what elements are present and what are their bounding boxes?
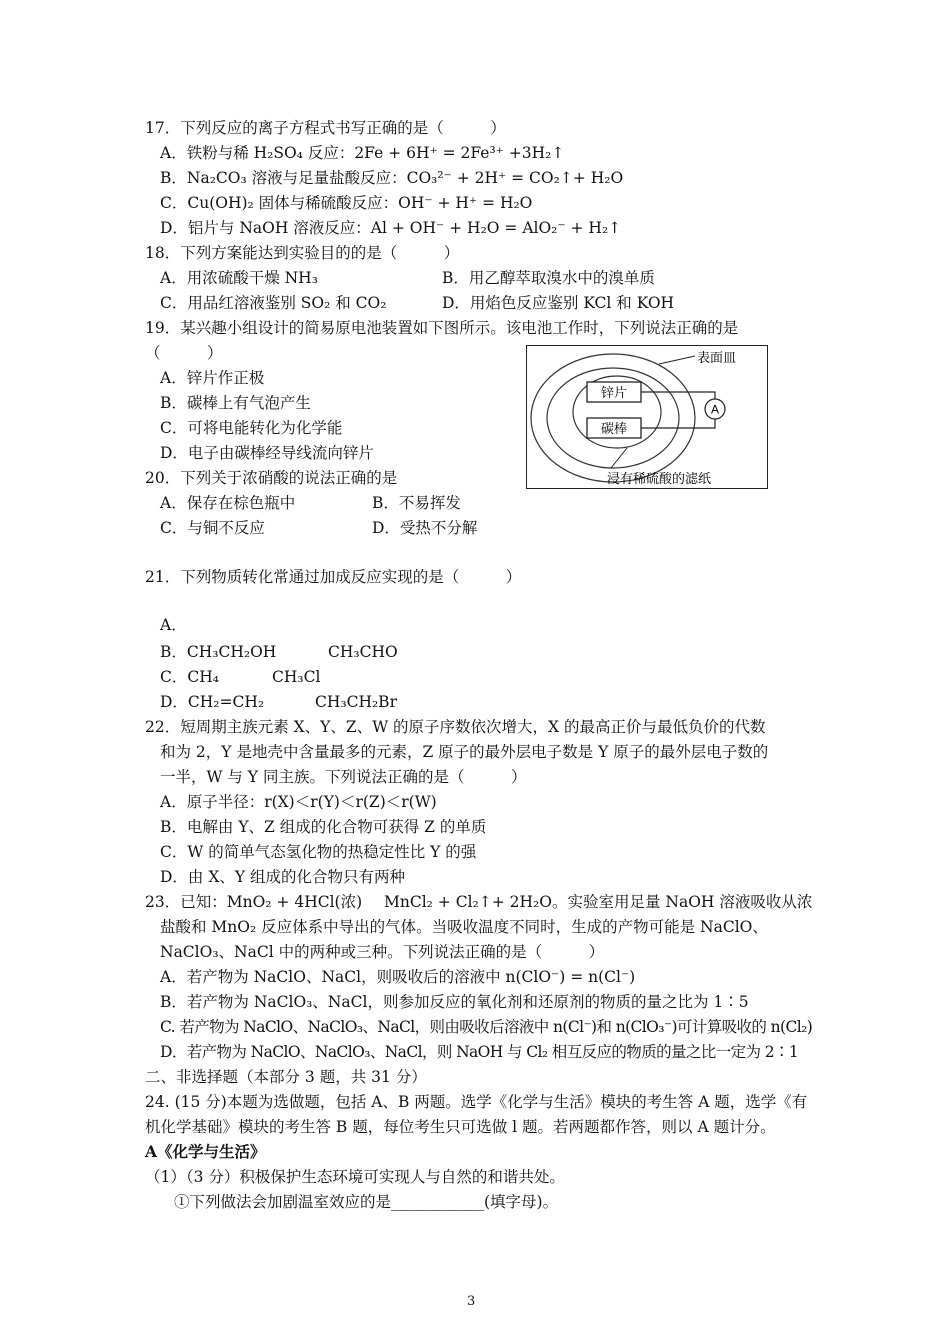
option-19b: B．碳棒上有气泡产生 xyxy=(160,394,311,412)
option-18c: C．用品红溶液鉴别 SO₂ 和 CO₂ xyxy=(160,294,387,312)
filter-paper-label: 浸有稀硫酸的滤纸 xyxy=(607,472,712,487)
carbon-label: 碳棒 xyxy=(600,422,628,437)
option-19c: C．可将电能转化为化学能 xyxy=(160,419,343,437)
question-22-line3: 一半，W 与 Y 同主族。下列说法正确的是（ ） xyxy=(160,768,527,786)
option-21c-product: CH₃Cl xyxy=(272,668,321,686)
question-19: 19．某兴趣小组设计的简易原电池装置如下图所示。该电池工作时，下列说法正确的是 xyxy=(145,319,739,337)
option-18b: B．用乙醇萃取溴水中的溴单质 xyxy=(442,269,655,287)
option-23b: B．若产物为 NaClO₃、NaCl，则参加反应的氧化剂和还原剂的物质的量之比为 1∶5 xyxy=(160,993,749,1011)
question-18: 18．下列方案能达到实验目的的是（ ） xyxy=(145,244,460,262)
option-20d: D．受热不分解 xyxy=(372,519,478,537)
option-21d-reactant: D．CH₂=CH₂ xyxy=(160,693,265,711)
option-21d-product: CH₃CH₂Br xyxy=(315,693,397,711)
option-18d: D．用焰色反应鉴别 KCl 和 KOH xyxy=(442,294,675,312)
option-20c: C．与铜不反应 xyxy=(160,519,265,537)
watch-glass-label: 表面皿 xyxy=(697,351,737,366)
question-23-line1-right: MnCl₂ + Cl₂↑+ 2H₂O。实验室用足量 NaOH 溶液吸收从浓 xyxy=(384,893,813,911)
option-20b: B．不易挥发 xyxy=(372,494,461,512)
option-21c-reactant: C．CH₄ xyxy=(160,668,219,686)
question-23-line2: 盐酸和 MnO₂ 反应体系中导出的气体。当吸收温度不同时，生成的产物可能是 NaClO、 xyxy=(160,918,768,936)
zinc-label: 锌片 xyxy=(600,386,628,401)
option-23c: C. 若产物为 NaClO、NaClO₃、NaCl，则由吸收后溶液中 n(Cl⁻)和 n(ClO₃⁻)可计算吸收的 n(Cl₂) xyxy=(160,1018,813,1036)
question-23-line1-left: 23．已知：MnO₂ + 4HCl(浓) xyxy=(145,893,363,911)
page-number: 3 xyxy=(467,1294,476,1309)
ammeter-label: A xyxy=(710,402,720,417)
option-18a: A．用浓硫酸干燥 NH₃ xyxy=(160,269,318,287)
leader-top xyxy=(659,356,695,364)
galvanic-cell-diagram xyxy=(526,345,768,489)
option-23d: D．若产物为 NaClO、NaClO₃、NaCl，则 NaOH 与 Cl₂ 相互反应的物质的量之比一定为 2∶1 xyxy=(160,1043,799,1061)
question-24-1: （1）（3 分）积极保护生态环境可实现人与自然的和谐共处。 xyxy=(145,1168,565,1186)
option-19d: D．电子由碳棒经导线流向锌片 xyxy=(160,444,374,462)
question-20: 20．下列关于浓硝酸的说法正确的是 xyxy=(145,469,398,487)
section-2-heading: 二、非选择题（本部分 3 题，共 31 分） xyxy=(145,1068,427,1086)
option-21b-reactant: B．CH₃CH₂OH xyxy=(160,643,277,661)
option-21b-product: CH₃CHO xyxy=(328,643,398,661)
option-21a: A． xyxy=(160,616,187,634)
leader-bottom xyxy=(611,448,627,468)
question-24-1-sub1: ①下列做法会加剧温室效应的是____________(填字母)。 xyxy=(174,1193,559,1211)
option-22d: D．由 X、Y 组成的化合物只有两种 xyxy=(160,868,406,886)
option-22c: C．W 的简单气态氢化物的热稳定性比 Y 的强 xyxy=(160,843,477,861)
option-19a: A．锌片作正极 xyxy=(160,369,265,387)
wire-zinc xyxy=(641,392,715,399)
option-22b: B．电解由 Y、Z 组成的化合物可获得 Z 的单质 xyxy=(160,818,487,836)
question-24-part-a-title: A《化学与生活》 xyxy=(145,1142,266,1161)
cell-diagram-svg xyxy=(527,346,767,488)
option-22a: A．原子半径：r(X)＜r(Y)＜r(Z)＜r(W) xyxy=(160,793,437,811)
option-17a: A．铁粉与稀 H₂SO₄ 反应：2Fe + 6H⁺ = 2Fe³⁺ +3H₂↑ xyxy=(160,144,565,162)
question-19-paren: （ ） xyxy=(145,344,223,362)
question-22-line1: 22．短周期主族元素 X、Y、Z、W 的原子序数依次增大，X 的最高正价与最低负价的代数 xyxy=(145,718,766,736)
option-23a: A．若产物为 NaClO、NaCl，则吸收后的溶液中 n(ClO⁻) = n(Cl⁻) xyxy=(160,968,636,986)
option-17c: C．Cu(OH)₂ 固体与稀硫酸反应：OH⁻ + H⁺ = H₂O xyxy=(160,194,533,212)
question-21: 21．下列物质转化常通过加成反应实现的是（ ） xyxy=(145,568,522,586)
question-23-line3: NaClO₃、NaCl 中的两种或三种。下列说法正确的是（ ） xyxy=(160,943,605,961)
option-20a: A．保存在棕色瓶中 xyxy=(160,494,296,512)
question-22-line2: 和为 2，Y 是地壳中含量最多的元素，Z 原子的最外层电子数是 Y 原子的最外层电子数的 xyxy=(160,743,769,761)
option-17d: D．铝片与 NaOH 溶液反应：Al + OH⁻ + H₂O = AlO₂⁻ + H₂↑ xyxy=(160,219,622,237)
question-24-line1: 24. (15 分)本题为选做题，包括 A、B 两题。选学《化学与生活》模块的考生答 A 题，选学《有 xyxy=(145,1093,808,1111)
question-24-line2: 机化学基础》模块的考生答 B 题，每位考生只可选做 l 题。若两题都作答，则以 A 题计分。 xyxy=(145,1118,776,1136)
option-17b: B．Na₂CO₃ 溶液与足量盐酸反应：CO₃²⁻ + 2H⁺ = CO₂↑+ H₂O xyxy=(160,169,624,187)
question-17: 17．下列反应的离子方程式书写正确的是（ ） xyxy=(145,119,506,137)
